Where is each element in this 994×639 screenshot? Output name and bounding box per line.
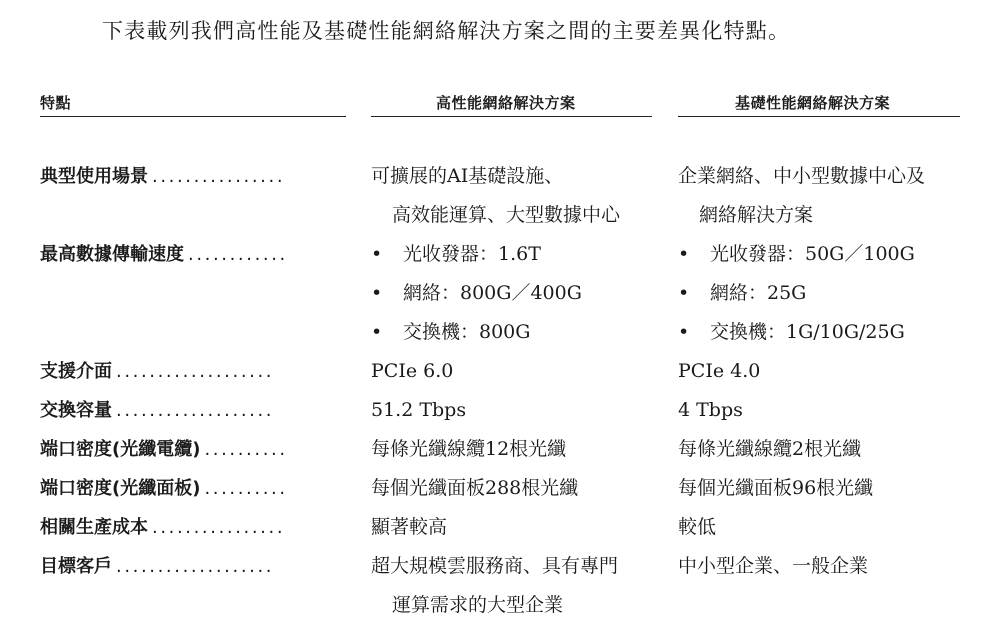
cell-high-target-customers: 超大規模雲服務商、具有專門 運算需求的大型企業 (371, 555, 619, 616)
bullet-item: • 光收發器：1.6T (371, 235, 582, 274)
bullet-item: • 交換機：800G (371, 313, 582, 352)
row-label-max-speed: 最高數據傳輸速度 ............ (40, 244, 288, 265)
cell-basic-switch-capacity: 4 Tbps (678, 399, 743, 421)
cell-high-max-speed (371, 235, 582, 352)
row-label-switch-capacity: 交換容量 ................... (40, 400, 275, 421)
bullet-dot: • (678, 243, 690, 265)
header-high-performance: 高性能網絡解決方案 (436, 94, 576, 112)
row-label-port-density-panel: 端口密度(光纖面板) .......... (40, 478, 288, 499)
bullet-dot: • (371, 282, 383, 304)
cell-high-switch-capacity: 51.2 Tbps (371, 399, 467, 421)
cell-basic-interface: PCIe 4.0 (678, 360, 761, 382)
bullet-item: • 光收發器：50G／100G (678, 235, 915, 274)
cell-high-interface: PCIe 6.0 (371, 360, 454, 382)
cell-high-port-density-cable: 每條光纖線纜12根光纖 (371, 438, 567, 460)
cell-basic-max-speed (678, 235, 915, 352)
row-label-interface: 支援介面 ................... (40, 361, 275, 382)
cell-high-production-cost: 顯著較高 (371, 516, 448, 538)
header-rule-high (371, 116, 652, 117)
bullet-dot: • (371, 321, 383, 343)
cell-basic-use-case: 企業網絡、中小型數據中心及 網絡解決方案 (678, 165, 926, 226)
intro-text: 下表載列我們高性能及基礎性能網絡解決方案之間的主要差異化特點。 (102, 19, 791, 43)
cell-basic-target-customers: 中小型企業、一般企業 (678, 555, 869, 577)
header-feature: 特點 (40, 94, 72, 112)
cell-basic-port-density-cable: 每條光纖線纜2根光纖 (678, 438, 862, 460)
bullet-item: • 交換機：1G/10G/25G (678, 313, 915, 352)
bullet-dot: • (371, 243, 383, 265)
cell-basic-port-density-panel: 每個光纖面板96根光纖 (678, 477, 874, 499)
cell-high-port-density-panel: 每個光纖面板288根光纖 (371, 477, 579, 499)
bullet-dot: • (678, 321, 690, 343)
bullet-item: • 網絡：25G (678, 274, 915, 313)
row-label-use-case: 典型使用場景 ................ (40, 166, 286, 187)
row-label-port-density-cable: 端口密度(光纖電纜) .......... (40, 439, 288, 460)
row-label-target-customers: 目標客戶 ................... (40, 556, 275, 577)
bullet-item: • 網絡：800G／400G (371, 274, 582, 313)
row-label-production-cost: 相關生產成本 ................ (40, 517, 286, 538)
header-rule-feature (40, 116, 346, 117)
header-rule-basic (678, 116, 960, 117)
cell-basic-production-cost: 較低 (678, 516, 717, 538)
cell-high-use-case: 可擴展的AI基礎設施、 高效能運算、大型數據中心 (371, 165, 621, 226)
bullet-dot: • (678, 282, 690, 304)
header-basic-performance: 基礎性能網絡解決方案 (735, 94, 891, 112)
